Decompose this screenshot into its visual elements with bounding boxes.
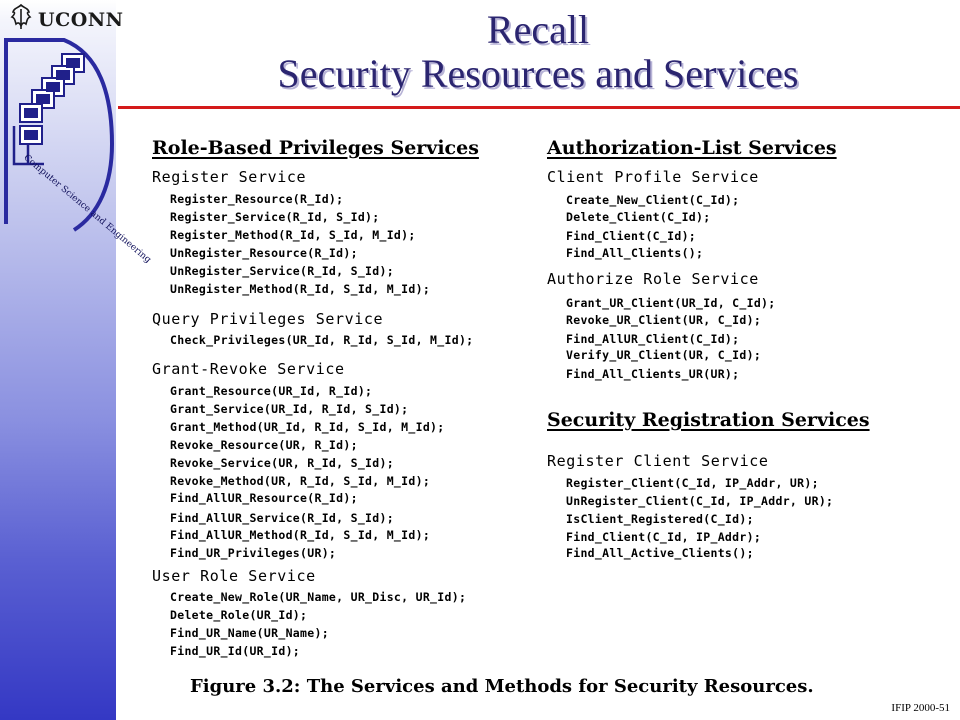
slide-title-line1: Recall — [486, 7, 590, 52]
method-item: Delete_Client(C_Id); — [566, 210, 711, 224]
method-item: Revoke_Method(UR, R_Id, S_Id, M_Id); — [170, 474, 431, 488]
logo-text: UCONN — [38, 9, 124, 31]
method-item: UnRegister_Resource(R_Id); — [170, 246, 358, 260]
method-item: Grant_Resource(UR_Id, R_Id); — [170, 384, 373, 398]
method-item: Grant_Service(UR_Id, R_Id, S_Id); — [170, 402, 409, 416]
service-name: Register Client Service — [547, 452, 769, 470]
method-item: Find_AllUR_Resource(R_Id); — [170, 491, 358, 505]
method-item: Find_AllUR_Service(R_Id, S_Id); — [170, 511, 394, 525]
method-item: Find_AllUR_Method(R_Id, S_Id, M_Id); — [170, 528, 431, 542]
title-divider — [118, 106, 960, 109]
method-item: Revoke_Resource(UR, R_Id); — [170, 438, 358, 452]
method-item: Register_Resource(R_Id); — [170, 192, 344, 206]
method-item: Find_All_Clients_UR(UR); — [566, 367, 740, 381]
method-item: Grant_Method(UR_Id, R_Id, S_Id, M_Id); — [170, 420, 445, 434]
service-name: Grant-Revoke Service — [152, 360, 345, 378]
service-name: Client Profile Service — [547, 168, 759, 186]
method-item: Create_New_Role(UR_Name, UR_Disc, UR_Id); — [170, 590, 467, 604]
method-item: Find_All_Clients(); — [566, 246, 704, 260]
section-heading-role-based: Role-Based Privileges Services — [152, 137, 479, 159]
section-heading-authorization-list: Authorization-List Services — [547, 137, 837, 159]
computer-network-emblem — [4, 34, 153, 266]
method-item: Verify_UR_Client(UR, C_Id); — [566, 348, 762, 362]
method-item: IsClient_Registered(C_Id); — [566, 512, 754, 526]
slide-footer: IFIP 2000-51 — [891, 702, 950, 714]
method-item: Register_Method(R_Id, S_Id, M_Id); — [170, 228, 416, 242]
method-item: Revoke_Service(UR, R_Id, S_Id); — [170, 456, 394, 470]
method-item: Create_New_Client(C_Id); — [566, 193, 740, 207]
method-item: Grant_UR_Client(UR_Id, C_Id); — [566, 296, 776, 310]
service-name: Authorize Role Service — [547, 270, 759, 288]
method-item: Find_UR_Privileges(UR); — [170, 546, 337, 560]
oak-leaf-icon — [8, 4, 34, 30]
method-item: Find_Client(C_Id); — [566, 229, 697, 243]
slide-title-line2: Security Resources and Services — [277, 51, 799, 96]
service-name: User Role Service — [152, 567, 316, 585]
section-heading-security-registration: Security Registration Services — [547, 409, 870, 431]
method-item: Revoke_UR_Client(UR, C_Id); — [566, 313, 762, 327]
method-item: Find_AllUR_Client(C_Id); — [566, 332, 740, 346]
emblem-caption: Computer Science and Engineering — [21, 152, 153, 266]
method-item: Check_Privileges(UR_Id, R_Id, S_Id, M_Id); — [170, 333, 474, 347]
service-name: Register Service — [152, 168, 307, 186]
method-item: Find_All_Active_Clients(); — [566, 546, 754, 560]
method-item: UnRegister_Client(C_Id, IP_Addr, UR); — [566, 494, 834, 508]
method-item: Register_Client(C_Id, IP_Addr, UR); — [566, 476, 819, 490]
service-name: Query Privileges Service — [152, 310, 384, 328]
method-item: Find_UR_Id(UR_Id); — [170, 644, 301, 658]
method-item: Find_UR_Name(UR_Name); — [170, 626, 329, 640]
method-item: Find_Client(C_Id, IP_Addr); — [566, 530, 762, 544]
method-item: Register_Service(R_Id, S_Id); — [170, 210, 380, 224]
method-item: Delete_Role(UR_Id); — [170, 608, 308, 622]
method-item: UnRegister_Service(R_Id, S_Id); — [170, 264, 394, 278]
figure-caption: Figure 3.2: The Services and Methods for Security Resources. — [190, 676, 814, 697]
uconn-logo — [6, 4, 124, 31]
method-item: UnRegister_Method(R_Id, S_Id, M_Id); — [170, 282, 431, 296]
